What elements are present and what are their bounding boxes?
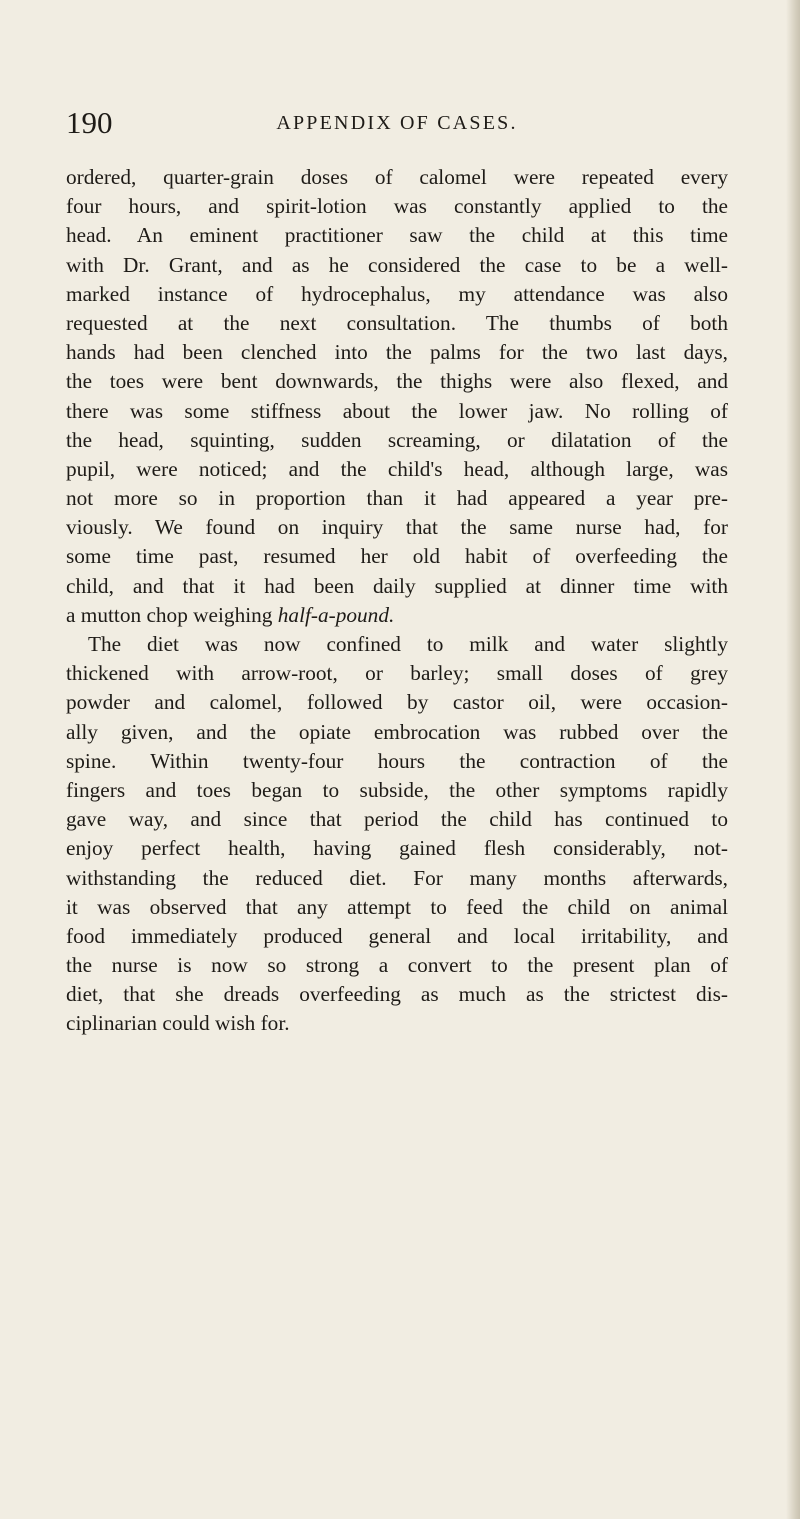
text-line: viously. We found on inquiry that the same nurse had, for (66, 515, 728, 540)
page-header (66, 103, 728, 143)
text-run: a mutton chop weighing (66, 602, 278, 627)
text-line: food immediately produced general and local irritability, and (66, 923, 728, 948)
running-title: APPENDIX OF CASES. (276, 112, 518, 134)
text-line: withstanding the reduced diet. For many months afterwards, (66, 865, 728, 890)
page-number: 190 (66, 105, 113, 140)
text-line: spine. Within twenty-four hours the contraction of the (66, 748, 728, 773)
text-line-with-italic (66, 601, 728, 630)
text-line: there was some stiffness about the lower jaw. No rolling of (66, 398, 728, 423)
text-line: ally given, and the opiate embrocation was rubbed over the (66, 719, 728, 744)
text-line: not more so in proportion than it had appeared a year pre- (66, 486, 728, 511)
text-line: pupil, were noticed; and the child's head, although large, was (66, 456, 728, 481)
text-line: hands had been clenched into the palms for the two last days, (66, 340, 728, 365)
text-line: head. An eminent practitioner saw the child at this time (66, 223, 728, 248)
paragraph-first-line: The diet was now confined to milk and water slightly (88, 632, 728, 656)
text-line: marked instance of hydrocephalus, my attendance was also (66, 281, 728, 306)
text-line: ordered, quarter-grain doses of calomel were repeated every (66, 165, 728, 189)
text-line: diet, that she dreads overfeeding as much as the strictest dis- (66, 982, 728, 1007)
text-line: enjoy perfect health, having gained flesh considerably, not- (66, 836, 728, 861)
text-line: the toes were bent downwards, the thighs were also flexed, and (66, 369, 728, 394)
body-text (66, 163, 728, 1039)
text-line: with Dr. Grant, and as he considered the case to be a well- (66, 252, 728, 277)
text-line: four hours, and spirit-lotion was constantly applied to the (66, 194, 728, 219)
text-line: gave way, and since that period the child has continued to (66, 807, 728, 832)
text-line: the head, squinting, sudden screaming, or dilatation of the (66, 427, 728, 452)
text-line: child, and that it had been daily supplied at dinner time with (66, 573, 728, 598)
italic-text-run: half-a-pound. (277, 602, 395, 627)
text-line: thickened with arrow-root, or barley; small doses of grey (66, 661, 728, 686)
text-line: the nurse is now so strong a convert to the present plan of (66, 953, 728, 978)
text-line: some time past, resumed her old habit of overfeeding the (66, 544, 728, 569)
page-edge-shadow (786, 0, 800, 1519)
text-line: fingers and toes began to subside, the other symptoms rapidly (66, 777, 728, 802)
text-line: it was observed that any attempt to feed the child on animal (66, 894, 728, 919)
paragraph-last-line: ciplinarian could wish for. (66, 1011, 290, 1036)
text-line: requested at the next consultation. The thumbs of both (66, 310, 728, 335)
text-line: powder and calomel, followed by castor oil, were occasion- (66, 690, 728, 715)
